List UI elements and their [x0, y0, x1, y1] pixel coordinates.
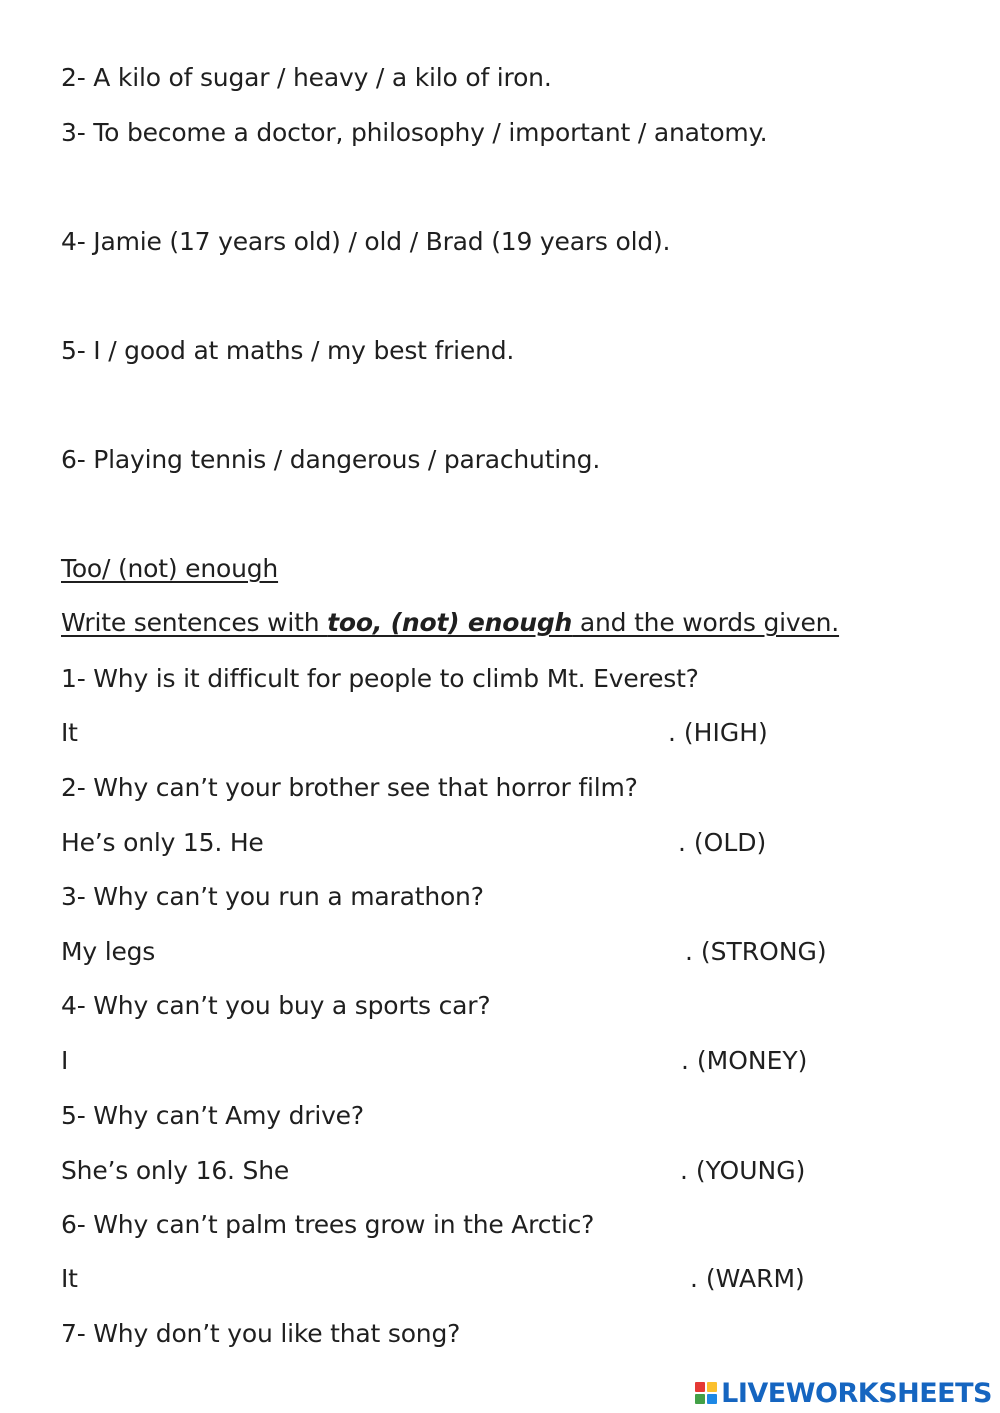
answer-2-hint: . (OLD)	[678, 828, 767, 857]
instruction-emphasis: too, (not) enough	[327, 608, 573, 637]
answer-4-hint: . (MONEY)	[681, 1046, 808, 1075]
question-1: 1- Why is it difficult for people to climb Mt. Everest?	[61, 664, 699, 693]
comparative-item-5: 5- I / good at maths / my best friend.	[61, 336, 515, 365]
instruction-prefix: Write sentences with	[61, 608, 328, 637]
answer-2-start: He’s only 15. He	[61, 828, 264, 857]
question-6: 6- Why can’t palm trees grow in the Arctic?	[61, 1210, 595, 1239]
answer-5-hint: . (YOUNG)	[680, 1156, 806, 1185]
liveworksheets-logo[interactable]	[695, 1377, 992, 1409]
logo-square-1	[695, 1382, 705, 1392]
answer-1-hint: . (HIGH)	[668, 718, 768, 747]
answer-6-start: It	[61, 1264, 78, 1293]
comparative-item-3: 3- To become a doctor, philosophy / important / anatomy.	[61, 118, 768, 147]
answer-1-start: It	[61, 718, 78, 747]
question-4: 4- Why can’t you buy a sports car?	[61, 991, 491, 1020]
answer-3-start: My legs	[61, 937, 156, 966]
question-3: 3- Why can’t you run a marathon?	[61, 882, 484, 911]
question-2: 2- Why can’t your brother see that horror film?	[61, 773, 638, 802]
logo-square-2	[707, 1382, 717, 1392]
instruction	[61, 608, 839, 638]
answer-6-hint: . (WARM)	[690, 1264, 805, 1293]
logo-square-4	[707, 1394, 717, 1404]
question-7: 7- Why don’t you like that song?	[61, 1319, 461, 1348]
logo-text: LIVEWORKSHEETS	[721, 1377, 992, 1409]
answer-4-start: I	[61, 1046, 69, 1075]
instruction-suffix: and the words given.	[572, 608, 840, 637]
comparative-item-2: 2- A kilo of sugar / heavy / a kilo of iron.	[61, 63, 552, 92]
answer-5-start: She’s only 16. She	[61, 1156, 290, 1185]
section-heading: Too/ (not) enough	[61, 554, 279, 583]
logo-mark-icon	[695, 1382, 717, 1404]
logo-square-3	[695, 1394, 705, 1404]
question-5: 5- Why can’t Amy drive?	[61, 1101, 364, 1130]
answer-3-hint: . (STRONG)	[685, 937, 827, 966]
comparative-item-6: 6- Playing tennis / dangerous / parachuting.	[61, 445, 601, 474]
comparative-item-4: 4- Jamie (17 years old) / old / Brad (19 years old).	[61, 227, 671, 256]
